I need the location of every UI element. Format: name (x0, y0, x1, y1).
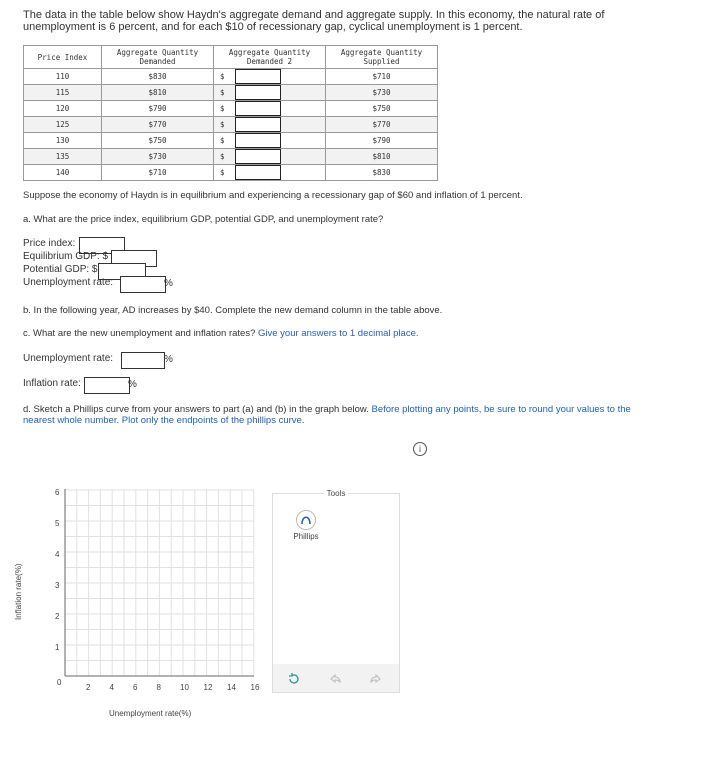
header-demanded-2: Aggregate Quantity Demanded 2 (214, 46, 326, 69)
tools-panel (272, 489, 400, 693)
origin-tick: 0 (57, 678, 62, 687)
x-tick-label: 10 (180, 683, 189, 692)
price-cell: 110 (24, 69, 102, 85)
x-tick-label: 14 (227, 683, 236, 692)
price-index-label: Price index: (23, 238, 76, 249)
redo-icon[interactable] (369, 672, 383, 686)
x-tick-label: 16 (250, 683, 260, 692)
eq-gdp-label: Equilibrium GDP: $ (23, 251, 109, 262)
unemp-c-pct: % (164, 354, 173, 365)
x-tick-label: 2 (86, 683, 91, 692)
demanded-2-cell (214, 101, 326, 117)
part-b-question: b. In the following year, AD increases by $40. Complete the new demand column in the table above. (23, 305, 443, 316)
header-demanded: Aggregate Quantity Demanded (102, 46, 214, 69)
unemp-a-pct: % (164, 278, 173, 289)
demanded-cell: $750 (102, 133, 214, 149)
x-tick-label: 6 (133, 683, 138, 692)
demanded-2-cell (214, 69, 326, 85)
demanded-cell: $770 (102, 117, 214, 133)
dollar-sign: $ (220, 135, 225, 145)
demanded-2-cell (214, 133, 326, 149)
part-d-text: d. Sketch a Phillips curve from your answers to part (a) and (b) in the graph below. (23, 404, 369, 415)
dollar-sign: $ (220, 71, 225, 81)
header-price-index: Price Index (24, 46, 102, 69)
demanded-2-input[interactable] (235, 117, 281, 132)
infl-c-pct: % (128, 379, 137, 390)
y-axis-label: Inflation rate(%) (14, 563, 23, 620)
demanded-cell: $710 (102, 165, 214, 181)
dollar-sign: $ (220, 151, 225, 161)
demanded-2-cell (214, 165, 326, 181)
demanded-2-cell (214, 85, 326, 101)
supplied-cell: $730 (326, 85, 438, 101)
demanded-cell: $830 (102, 69, 214, 85)
table-row (24, 101, 438, 117)
table-row (24, 149, 438, 165)
supplied-cell: $790 (326, 133, 438, 149)
unemp-a-input[interactable] (120, 276, 166, 293)
y-tick-label: 5 (55, 519, 60, 528)
x-tick-label: 4 (109, 683, 114, 692)
demanded-cell: $810 (102, 85, 214, 101)
table-row (24, 117, 438, 133)
dollar-sign: $ (220, 87, 225, 97)
x-tick-label: 8 (156, 683, 161, 692)
phillips-graph-grid[interactable] (56, 485, 266, 685)
phillips-curve-icon (296, 510, 316, 530)
intro-text: The data in the table below show Haydn's aggregate demand and aggregate supply. In this economy, the natural rate of unemployment is 6 percent, and for each $10 of recessionary gap, cyclical unemployment is 1 percent. (23, 9, 605, 33)
supplied-cell: $710 (326, 69, 438, 85)
undo-icon[interactable] (328, 672, 342, 686)
part-d-hint: Before plotting any points, be sure to round your values to the nearest whole number. Plot only the endpoints of the phillips curve. (23, 404, 631, 426)
price-cell: 120 (24, 101, 102, 117)
infl-c-label: Inflation rate: (23, 378, 81, 389)
table-row (24, 165, 438, 181)
demanded-2-input[interactable] (235, 69, 281, 84)
part-a-question: a. What are the price index, equilibrium GDP, potential GDP, and unemployment rate? (23, 214, 384, 225)
phillips-tool-label: Phillips (293, 532, 319, 541)
x-axis-label: Unemployment rate(%) (109, 709, 192, 718)
y-tick-label: 2 (55, 612, 60, 621)
supplied-cell: $810 (326, 149, 438, 165)
header-supplied: Aggregate Quantity Supplied (326, 46, 438, 69)
price-cell: 130 (24, 133, 102, 149)
supplied-cell: $830 (326, 165, 438, 181)
x-tick-label: 12 (203, 683, 213, 692)
y-tick-label: 1 (55, 643, 60, 652)
part-d-question (23, 404, 643, 426)
supplied-cell: $750 (326, 101, 438, 117)
info-icon[interactable]: i (413, 442, 427, 456)
y-tick-label: 3 (55, 581, 60, 590)
unemp-a-label: Unemployment rate: (23, 277, 114, 288)
dollar-sign: $ (220, 167, 225, 177)
demanded-cell: $790 (102, 101, 214, 117)
dollar-sign: $ (220, 103, 225, 113)
tools-footer (273, 664, 399, 692)
aggregate-table (23, 45, 438, 181)
part-c-text: c. What are the new unemployment and inflation rates? (23, 328, 256, 339)
y-tick-label: 6 (55, 488, 60, 497)
table-row (24, 85, 438, 101)
table-row (24, 69, 438, 85)
demanded-2-input[interactable] (235, 101, 281, 116)
suppose-text: Suppose the economy of Haydn is in equilibrium and experiencing a recessionary gap of $60 and inflation of 1 percent. (23, 190, 523, 201)
tools-title: Tools (273, 489, 399, 498)
y-tick-label: 4 (55, 550, 60, 559)
dollar-sign: $ (220, 119, 225, 129)
table-row (24, 133, 438, 149)
part-c-question (23, 328, 419, 339)
price-cell: 140 (24, 165, 102, 181)
demanded-2-input[interactable] (235, 165, 281, 180)
price-cell: 115 (24, 85, 102, 101)
price-cell: 125 (24, 117, 102, 133)
demanded-cell: $730 (102, 149, 214, 165)
infl-c-input[interactable] (84, 377, 130, 394)
unemp-c-input[interactable] (121, 352, 165, 369)
price-cell: 135 (24, 149, 102, 165)
part-c-hint: Give your answers to 1 decimal place. (258, 328, 419, 339)
unemp-c-label: Unemployment rate: (23, 353, 114, 364)
demanded-2-cell (214, 149, 326, 165)
demanded-2-input[interactable] (235, 133, 281, 148)
reset-icon[interactable] (287, 672, 301, 686)
pot-gdp-label: Potential GDP: $ (23, 264, 98, 275)
supplied-cell: $770 (326, 117, 438, 133)
phillips-tool-button[interactable] (291, 510, 321, 546)
demanded-2-input[interactable] (235, 149, 281, 164)
demanded-2-input[interactable] (235, 85, 281, 100)
demanded-2-cell (214, 117, 326, 133)
